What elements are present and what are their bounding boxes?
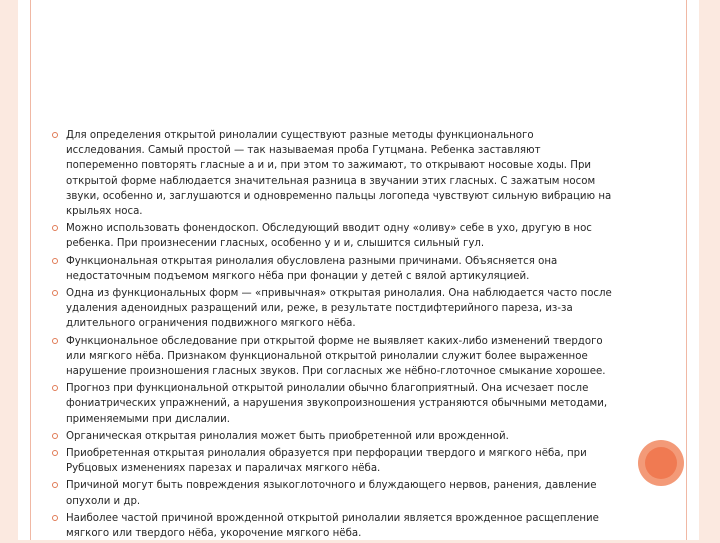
bullet-item: Наиболее частой причиной врожденной открытой ринолалии является врожденное расщепление мягкого или твердого нёба, укорочение мягкого нёба. xyxy=(54,511,612,541)
bullet-item: Функциональная открытая ринолалия обусловлена разными причинами. Объясняется она недостаточным подъемом мягкого нёба при фонации у детей с вялой артикуляцией. xyxy=(54,254,612,284)
slide-content xyxy=(54,128,612,543)
bullet-item: Приобретенная открытая ринолалия образуется при перфорации твердого и мягкого нёба, при Рубцовых изменениях парезах и параличах мягкого нёба. xyxy=(54,446,612,476)
bullet-item: Прогноз при функциональной открытой ринолалии обычно благоприятный. Она исчезает после фониатрических упражнений, а нарушения звукопроизношения устраняются обычными методами, применяемыми при дислалии. xyxy=(54,381,612,427)
bullet-item: Одна из функциональных форм — «привычная» открытая ринолалия. Она наблюдается часто после удаления аденоидных разращений или, реже, в результате постдифтерийного пареза, из-за длительного ограничения подвижного мягкого нёба. xyxy=(54,286,612,332)
right-rail-line xyxy=(686,0,687,540)
accent-circle xyxy=(638,440,684,486)
bullet-item: Органическая открытая ринолалия может быть приобретенной или врожденной. xyxy=(54,429,612,444)
left-rail-line xyxy=(30,0,31,540)
bullet-item: Для определения открытой ринолалии существуют разные методы функционального исследования. Самый простой — так называемая проба Гутцмана. Ребенка заставляют попеременно повторять гласные а и и, при этом то зажимают, то открывают носовые ходы. При открытой форме наблюдается значительная разница в звучании этих гласных. С зажатым носом звуки, особенно и, заглушаются и одновременно пальцы логопеда чувствуют сильную вибрацию на крыльях носа. xyxy=(54,128,612,219)
bullet-item: Можно использовать фонендоскоп. Обследующий вводит одну «оливу» себе в ухо, другую в нос ребенка. При произнесении гласных, особенно у и и, слышится сильный гул. xyxy=(54,221,612,251)
bullet-item: Функциональное обследование при открытой форме не выявляет каких-либо изменений твердого или мягкого нёба. Признаком функциональной открытой ринолалии служит более выраженное нарушение произношения гласных звуков. При согласных же нёбно-глоточное смыкание хорошее. xyxy=(54,334,612,380)
bullet-item: Причиной могут быть повреждения языкоглоточного и блуждающего нервов, ранения, давление опухоли и др. xyxy=(54,478,612,508)
bullet-list xyxy=(54,128,612,541)
